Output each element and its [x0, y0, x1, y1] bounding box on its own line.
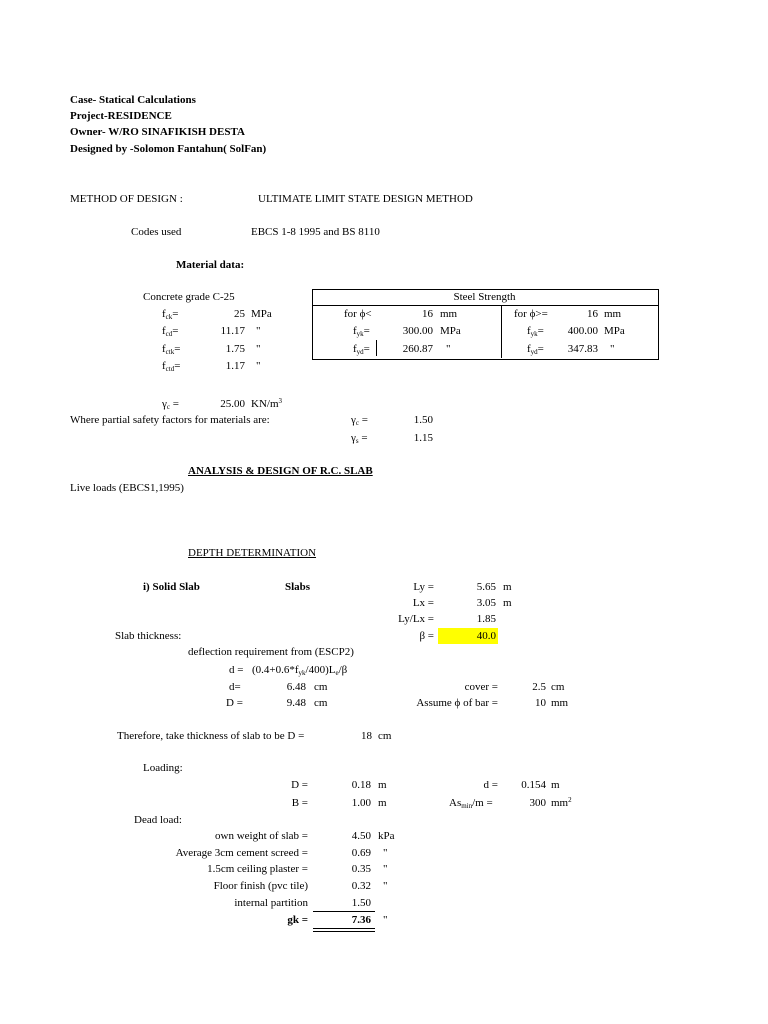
fyk-label: $f_{yk}=$	[353, 325, 370, 338]
loading-d-value: 0.154	[521, 779, 546, 791]
fck-unit: MPa	[251, 308, 272, 320]
depth-heading: DEPTH DETERMINATION	[188, 547, 317, 559]
d-unit: cm	[314, 681, 328, 693]
fctd-label: $f_{ctd}=$	[162, 360, 181, 373]
partial-safety-label: Where partial safety factors for materials are:	[70, 414, 270, 426]
d-formula-label: d =	[229, 664, 244, 676]
fyk1-unit: MPa	[440, 325, 461, 337]
fctd-unit: "	[256, 360, 261, 372]
gamma-s-factor: 1.15	[413, 432, 433, 444]
as-min-label: $As_{min}/m$ =	[449, 797, 493, 810]
cover-unit: cm	[551, 681, 565, 693]
slabs-label: Slabs	[285, 581, 311, 593]
fctk-value: 1.75	[225, 343, 245, 355]
lx-value: 3.05	[476, 597, 496, 609]
thickness-value: 18	[361, 730, 372, 742]
analysis-heading: ANALYSIS & DESIGN OF R.C. SLAB	[188, 465, 373, 477]
thickness-unit: cm	[378, 730, 392, 742]
dead-load-item-unit: "	[383, 863, 388, 875]
dead-load-item-value: 0.35	[351, 863, 371, 875]
d-formula: $(0.4+0.6*f_{yk}/400)L_e/\beta$	[252, 664, 348, 677]
gk-unit: "	[383, 914, 388, 926]
fyk2-value: 400.00	[567, 325, 598, 337]
dead-load-item-label: own weight of slab =	[215, 830, 308, 842]
solid-slab-label: i) Solid Slab	[143, 581, 200, 593]
dead-load-item-value: 4.50	[351, 830, 371, 842]
loading-D-label: D =	[291, 779, 308, 791]
owner-title: Owner- W/RO SINAFIKISH DESTA	[70, 126, 245, 138]
dead-load-item-label: internal partition	[234, 897, 308, 909]
table-divider	[501, 305, 502, 358]
ly-label: Ly =	[413, 581, 434, 593]
dead-load-item-label: Floor finish (pvc tile)	[213, 880, 308, 892]
D-value: 9.48	[286, 697, 306, 709]
as-min-unit: $mm^2$	[551, 796, 572, 809]
gte-dia-value: 16	[587, 308, 598, 320]
project-title: Project-RESIDENCE	[70, 110, 172, 122]
designer-title: Designed by -Solomon Fantahun( SolFan)	[70, 143, 267, 155]
dead-load-item-unit: "	[383, 880, 388, 892]
loading-d-label: d =	[483, 779, 498, 791]
for-lt-label: for ϕ<	[344, 308, 372, 320]
loading-d-unit: m	[551, 779, 560, 791]
loading-B-unit: m	[378, 797, 387, 809]
gamma-c-factor-label: $\gamma_c$ =	[351, 414, 368, 427]
gamma-c-label: $\gamma_c$ =	[162, 398, 179, 411]
material-heading: Material data:	[176, 259, 245, 271]
case-title: Case- Statical Calculations	[70, 94, 196, 106]
fyk2-unit: MPa	[604, 325, 625, 337]
bar-label: Assume ϕ of bar =	[416, 697, 498, 709]
cover-value: 2.5	[532, 681, 546, 693]
beta-label: β =	[419, 630, 434, 642]
lt-dia-unit: mm	[440, 308, 458, 320]
fyd2-value: 347.83	[567, 343, 598, 355]
deflection-label: deflection requirement from (ESCP2)	[188, 646, 354, 658]
dead-load-item-label: 1.5cm ceiling plaster =	[207, 863, 308, 875]
dead-load-item-value: 0.32	[351, 880, 371, 892]
ly-unit: m	[503, 581, 512, 593]
therefore-label: Therefore, take thickness of slab to be D =	[117, 730, 305, 742]
fcd-label: $f_{cd}=$	[162, 325, 179, 338]
gamma-c-factor: 1.50	[413, 414, 433, 426]
table-divider	[312, 305, 658, 306]
fctd-value: 1.17	[225, 360, 245, 372]
for-gte-label: for ϕ>=	[514, 308, 548, 320]
table-divider	[376, 340, 377, 356]
loading-D-unit: m	[378, 779, 387, 791]
ratio-label: Ly/Lx =	[398, 613, 434, 625]
fyk1-value: 300.00	[402, 325, 433, 337]
gamma-s-factor-label: $\gamma_s$ =	[351, 432, 368, 445]
D-label: D =	[226, 697, 243, 709]
gamma-c-value: 25.00	[220, 398, 245, 410]
fcd-value: 11.17	[220, 325, 245, 337]
dead-load-item-value: 0.69	[351, 847, 371, 859]
fyd-label-2: $f_{yd}=$	[527, 343, 544, 356]
dead-load-label: Dead load:	[134, 814, 182, 826]
loading-label: Loading:	[143, 762, 183, 774]
bar-unit: mm	[551, 697, 569, 709]
dead-load-item-unit: "	[383, 847, 388, 859]
dead-load-item-unit: kPa	[378, 830, 395, 842]
fyd-label: $f_{yd}=$	[353, 343, 370, 356]
concrete-grade: Concrete grade C-25	[143, 291, 235, 303]
gk-label: gk =	[287, 914, 308, 926]
lx-label: Lx =	[412, 597, 434, 609]
d-label: d=	[229, 681, 241, 693]
dead-load-item-value: 1.50	[351, 897, 371, 909]
fyd1-unit: "	[446, 343, 451, 355]
loading-B-label: B =	[291, 797, 308, 809]
steel-strength-title: Steel Strength	[453, 291, 516, 303]
fcd-unit: "	[256, 325, 261, 337]
method-value: ULTIMATE LIMIT STATE DESIGN METHOD	[258, 193, 473, 205]
dead-load-item-label: Average 3cm cement screed =	[175, 847, 308, 859]
sum-line	[313, 911, 375, 912]
fyd2-unit: "	[610, 343, 615, 355]
fctk-unit: "	[256, 343, 261, 355]
loading-B-value: 1.00	[351, 797, 371, 809]
fck-label: $f_{ck}=$	[162, 308, 179, 321]
fyk-label-2: $f_{yk}=$	[527, 325, 544, 338]
beta-value: 40.0	[476, 630, 496, 642]
codes-value: EBCS 1-8 1995 and BS 8110	[251, 226, 380, 238]
d-value: 6.48	[286, 681, 306, 693]
live-loads-label: Live loads (EBCS1,1995)	[70, 482, 184, 494]
D-unit: cm	[314, 697, 328, 709]
slab-thickness-label: Slab thickness:	[115, 630, 182, 642]
fyd1-value: 260.87	[402, 343, 433, 355]
method-label: METHOD OF DESIGN :	[70, 193, 183, 205]
bar-value: 10	[535, 697, 546, 709]
codes-label: Codes used	[131, 226, 182, 238]
lt-dia-value: 16	[422, 308, 433, 320]
gte-dia-unit: mm	[604, 308, 622, 320]
as-min-value: 300	[529, 797, 546, 809]
lx-unit: m	[503, 597, 512, 609]
fctk-label: $f_{ctk}=$	[162, 343, 181, 356]
fck-value: 25	[234, 308, 245, 320]
gk-value: 7.36	[351, 914, 371, 926]
gamma-c-unit: $KN/m^3$	[251, 397, 282, 410]
loading-D-value: 0.18	[351, 779, 371, 791]
ratio-value: 1.85	[476, 613, 496, 625]
cover-label: cover =	[464, 681, 498, 693]
ly-value: 5.65	[476, 581, 496, 593]
total-double-line	[313, 928, 375, 932]
